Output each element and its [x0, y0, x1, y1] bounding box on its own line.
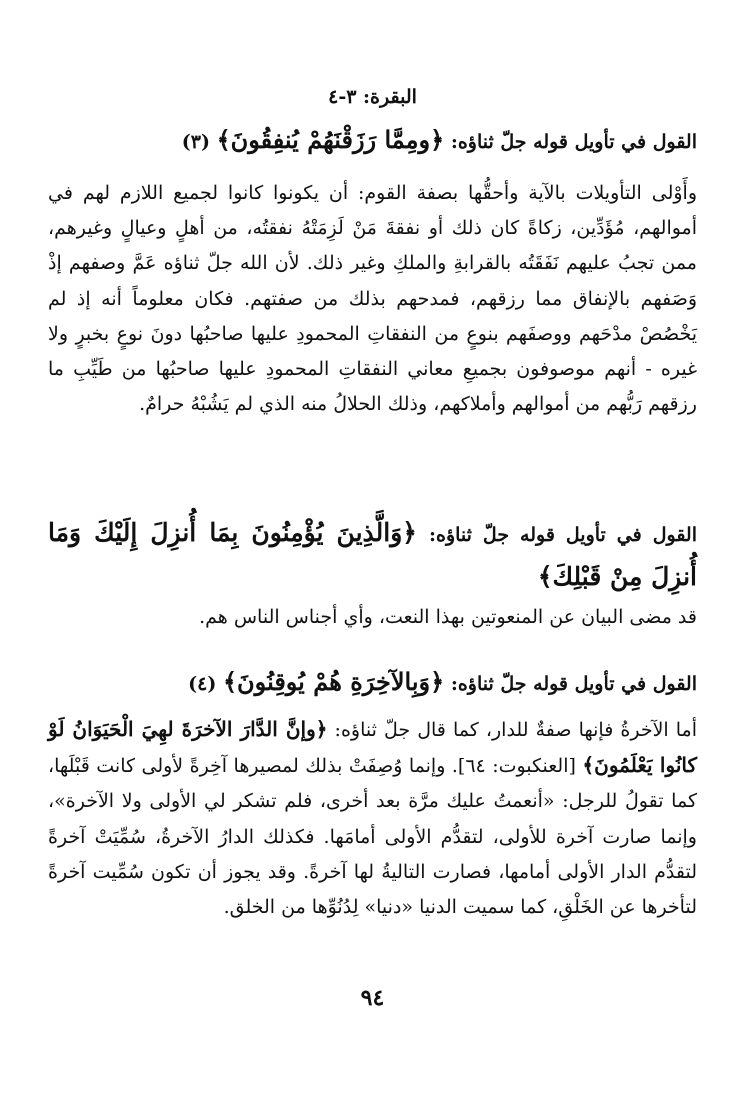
verse-text: ﴿وَبِالآخِرَةِ هُمْ يُوقِنُونَ﴾: [222, 667, 445, 696]
paragraph-text: [العنكبوت: ٦٤]. وإنما وُصِفَتْ بذلك لمصيرها آخِرةً لأولى كانت قَبْلَها، كما تقولُ للرجل: «أنعمتُ عليك مرَّة بعد أخرى، فلم تشكر لي الأولى ولا الآخرة»، وإنما صارت آخرة للأولى، لتقدُّم الأولى أمامَها. فكذلك الدارُ الآخرةُ، سُمِّيَتْ آخرةً لتقدُّم الدار الأولى أمامها، فصارت التاليةُ لها آخرةً. وقد يجوز أن تكون سُمِّيت آخرةً لتأخرها عن الخَلْقِ، كما سميت الدنيا «دنيا» لِدُنُوِّها من الخلق.: [48, 755, 697, 919]
verse-number: (٤): [188, 673, 217, 695]
heading-intro: القول في تأويل قوله جلّ ثناؤه:: [429, 524, 697, 546]
quoted-verse: ﴿وإنَّ الدَّارَ الآخرَةَ لهِيَ الْحَيَوَانُ لَوْ كانُوا يَعْلَمُونَ﴾: [48, 717, 698, 778]
commentary-paragraph-4b: [48, 712, 697, 925]
section-heading-4b: [48, 664, 697, 702]
paragraph-text: أما الآخرةُ فإنها صفةٌ للدار، كما قال جلّ ثناؤه:: [334, 719, 698, 741]
section-heading-3: [48, 122, 697, 160]
running-header: البقرة: ٣-٤: [328, 86, 417, 108]
verse-text: ﴿ومِمَّا رَزَقْنَهُمْ يُنفِقُونَ﴾: [216, 125, 445, 154]
verse-number: (٣): [181, 131, 210, 153]
page-number: ٩٤: [360, 985, 385, 1011]
section-heading-4a: [48, 512, 697, 599]
heading-intro: القول في تأويل قوله جلّ ثناؤه:: [450, 673, 697, 695]
commentary-paragraph-4a: قد مضى البيان عن المنعوتين بهذا النعت، وأي أجناس الناس هم.: [199, 606, 697, 628]
heading-intro: القول في تأويل قوله جلّ ثناؤه:: [450, 131, 697, 153]
commentary-paragraph-3: وأَوْلى التأويلات بالآية وأحقُّها بصفة القوم: أن يكونوا كانوا لجميع اللازم لهم في أموالهم، مُؤَدِّين، زكاةً كان ذلك أو نفقةَ مَنْ لَزِمَتْهُ نفقتُه، من أهلٍ وعيالٍ وغيرهم، ممن تجبُ عليهم نَفَقَتُه بالقرابةِ والملكِ وغير ذلك. لأن الله جلّ ثناؤه عَمَّ وصفهم إذْ وَصَفهم بالإنفاق مما رزقهم، فمدحهم بذلك من صفتهم. فكان معلوماً أنه إذ لم يَخْصُصْ مدْحَهم ووصفَهم بنوعٍ من النفقاتِ المحمودِ عليها صاحبُها دونَ نوعٍ بخبرٍ ولا غيره - أنهم موصوفون بجميعِ معاني النفقاتِ المحمودِ عليها صاحبُها من طَيِّبِ ما رزقهم رَبُّهم من أموالهم وأملاكهم، وذلك الحلالُ منه الذي لم يَشُبْهُ حرامٌ.: [48, 182, 697, 416]
verse-text: ﴿وَالَّذِينَ يُؤْمِنُونَ بِمَا أُنزِلَ إِلَيْكَ وَمَا أُنزِلَ مِنْ قَبْلِكَ﴾: [48, 518, 697, 591]
